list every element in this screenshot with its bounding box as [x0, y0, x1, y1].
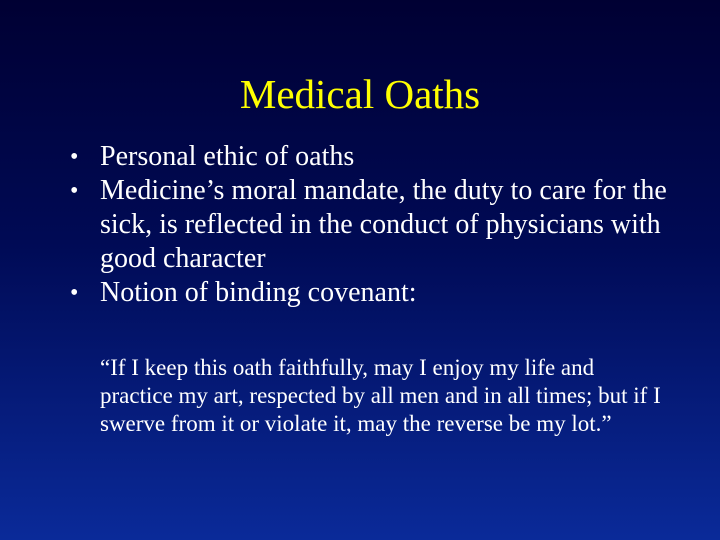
- bullet-dot-icon: •: [70, 178, 79, 204]
- bullet-list: [70, 140, 690, 310]
- bullet-item: [70, 140, 690, 174]
- slide-title: Medical Oaths: [239, 71, 481, 117]
- bullet-item: [70, 174, 690, 276]
- bullet-text: Personal ethic of oaths: [100, 141, 355, 172]
- oath-quote: “If I keep this oath faithfully, may I enjoy my life and practice my art, respected by all men and in all times; but if I swerve from it or violate it, may the reverse be my lot.”: [100, 355, 661, 436]
- bullet-item: [70, 276, 690, 310]
- bullet-dot-icon: •: [70, 280, 79, 306]
- bullet-text: Notion of binding covenant:: [100, 277, 417, 308]
- bullet-text: Medicine’s moral mandate, the duty to care for the sick, is reflected in the conduct of physicians with good character: [100, 175, 667, 274]
- bullet-dot-icon: •: [70, 144, 79, 170]
